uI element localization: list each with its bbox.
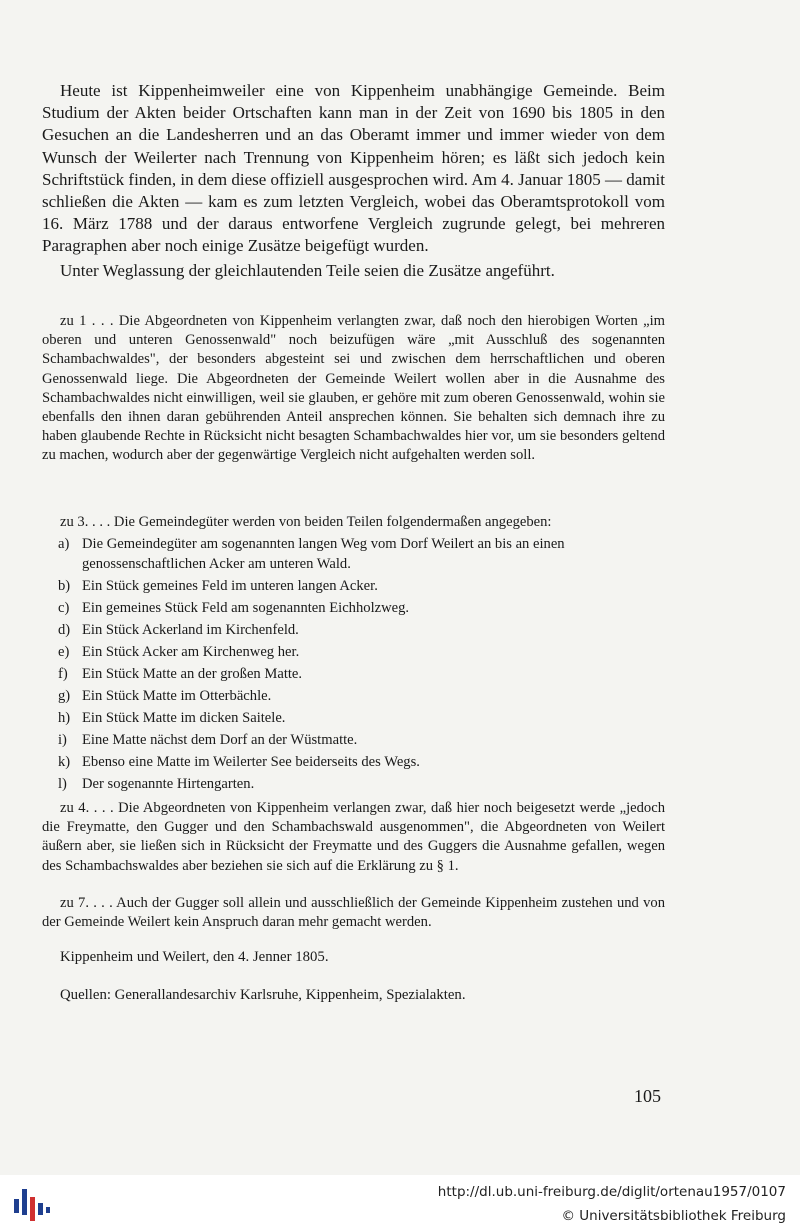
section-zu-4 (42, 799, 665, 876)
list-item-label: c) (58, 599, 70, 616)
section-zu-3 (42, 513, 665, 797)
list-item-text: Ein Stück Ackerland im Kirchenfeld. (82, 621, 299, 638)
list-item (42, 731, 665, 750)
list-item-text: Ein Stück Matte im dicken Saitele. (82, 709, 286, 726)
list-item (42, 599, 665, 618)
list-item-label: i) (58, 731, 67, 748)
sources-line: Quellen: Generallandesarchiv Karlsruhe, Kippenheim, Spezialakten. (60, 987, 466, 1003)
copyright-notice: © Universitätsbibliothek Freiburg (561, 1208, 786, 1224)
section-zu-7 (42, 894, 665, 932)
list-item (42, 709, 665, 728)
digital-library-link[interactable]: http://dl.ub.uni-freiburg.de/diglit/ortenau1957/0107 (437, 1184, 786, 1200)
list-item (42, 775, 665, 794)
list-item (42, 643, 665, 662)
ub-freiburg-logo-icon[interactable] (12, 1183, 52, 1227)
list-item-text: Ein Stück Matte an der großen Matte. (82, 665, 303, 682)
list-item-label: l) (58, 775, 67, 792)
sources-block (42, 986, 665, 1005)
repository-footer (0, 1175, 800, 1232)
list-item (42, 535, 665, 574)
transition-paragraph: Unter Weglassung der gleichlautenden Teile seien die Zusätze angeführt. (60, 260, 555, 280)
list-item-label: f) (58, 665, 68, 682)
list-item-label: h) (58, 709, 71, 726)
signature-line: Kippenheim und Weilert, den 4. Jenner 1805. (60, 949, 329, 965)
list-item-label: b) (58, 577, 71, 594)
section-zu-1 (42, 312, 665, 466)
list-item-label: d) (58, 621, 71, 638)
zu4-paragraph: zu 4. . . . Die Abgeordneten von Kippenheim verlangen zwar, daß hier noch beigesetzt werde „jedoch die Freymatte, den Gugger und den Schambachswald ausgenommen", die Abgeordneten von Weilert äußern aber, sie ließen sich in Rücksicht der Freymatte und des Guggers die Ausnahme gefallen, wegen des Schambachswaldes aber beziehen sie sich auf die Erklärung zu § 1. (42, 800, 665, 874)
list-item (42, 753, 665, 772)
signature-block (42, 948, 665, 967)
list-item-text: Ein gemeines Stück Feld am sogenannten Eichholzweg. (82, 599, 410, 616)
list-item (42, 577, 665, 596)
intro-block (42, 80, 665, 282)
zu1-paragraph: zu 1 . . . Die Abgeordneten von Kippenheim verlangten zwar, daß noch den hierobigen Worten „im oberen und unteren Genossenwald" noch beizufügen wäre „mit Ausschluß des sogenannten Schambachwaldes", der besonders abgesteint sei und zwischen dem herrschaftlichen und oberen Genossenwald liege. Die Abgeordneten der Gemeinde Weilert wollen aber in die Ausnahme des Schambachwaldes nicht einwilligen, weil sie glauben, er gehöre mit zum oberen Genossenwald, wohin sie ebenfalls den ihnen daran gebührenden Anteil ansprechen können. Sie behalten sich demnach ihre zu haben glaubende Rechte in Rücksicht nicht besagten Schambachwaldes hier vor, um sie besonders geltend zu machen, wodurch aber der gegenwärtige Vergleich nicht aufgehalten werden soll. (42, 313, 665, 464)
list-item (42, 665, 665, 684)
list-item-text: Ebenso eine Matte im Weilerter See beiderseits des Wegs. (82, 753, 420, 770)
zu7-paragraph: zu 7. . . . Auch der Gugger soll allein und ausschließlich der Gemeinde Kippenheim zustehen und von der Gemeinde Weilert kein Anspruch daran mehr gemacht werden. (42, 895, 665, 931)
zu3-list (42, 535, 665, 794)
list-item-label: a) (58, 536, 70, 553)
list-item-text: Ein Stück Acker am Kirchenweg her. (82, 643, 300, 660)
list-item-text: Ein Stück Matte im Otterbächle. (82, 687, 272, 704)
intro-paragraph: Heute ist Kippenheimweiler eine von Kippenheim unabhängige Gemeinde. Beim Studium der Akten beider Ortschaften kann man in der Zeit von 1690 bis 1805 in den Gesuchen an die Landesherren und an das Oberamt immer und immer wieder von dem Wunsch der Weilerter nach Trennung von Kippenheim hören; es läßt sich jedoch kein Schriftstück finden, in dem diese offiziell ausgesprochen wird. Am 4. Januar 1805 — damit schließen die Akten — kam es zum letzten Vergleich, wobei das Oberamtsprotokoll vom 16. März 1788 und der daraus entworfene Vergleich zugrunde gelegt, bei mehreren Paragraphen aber noch einige Zusätze beigefügt wurden. (42, 81, 665, 256)
list-item-text: Die Gemeindegüter am sogenannten langen Weg vom Dorf Weilert an bis an einen genossenschaftlichen Acker am unteren Wald. (82, 536, 565, 572)
list-item-label: g) (58, 687, 71, 704)
list-item-text: Der sogenannte Hirtengarten. (82, 775, 255, 792)
list-item-label: k) (58, 753, 71, 770)
list-item-label: e) (58, 643, 70, 660)
zu3-paragraph: zu 3. . . . Die Gemeindegüter werden von beiden Teilen folgendermaßen angegeben: (60, 514, 552, 530)
list-item (42, 687, 665, 706)
list-item-text: Ein Stück gemeines Feld im unteren langen Acker. (82, 577, 378, 594)
page-number: 105 (634, 1086, 661, 1106)
list-item-text: Eine Matte nächst dem Dorf an der Wüstmatte. (82, 731, 358, 748)
list-item (42, 621, 665, 640)
